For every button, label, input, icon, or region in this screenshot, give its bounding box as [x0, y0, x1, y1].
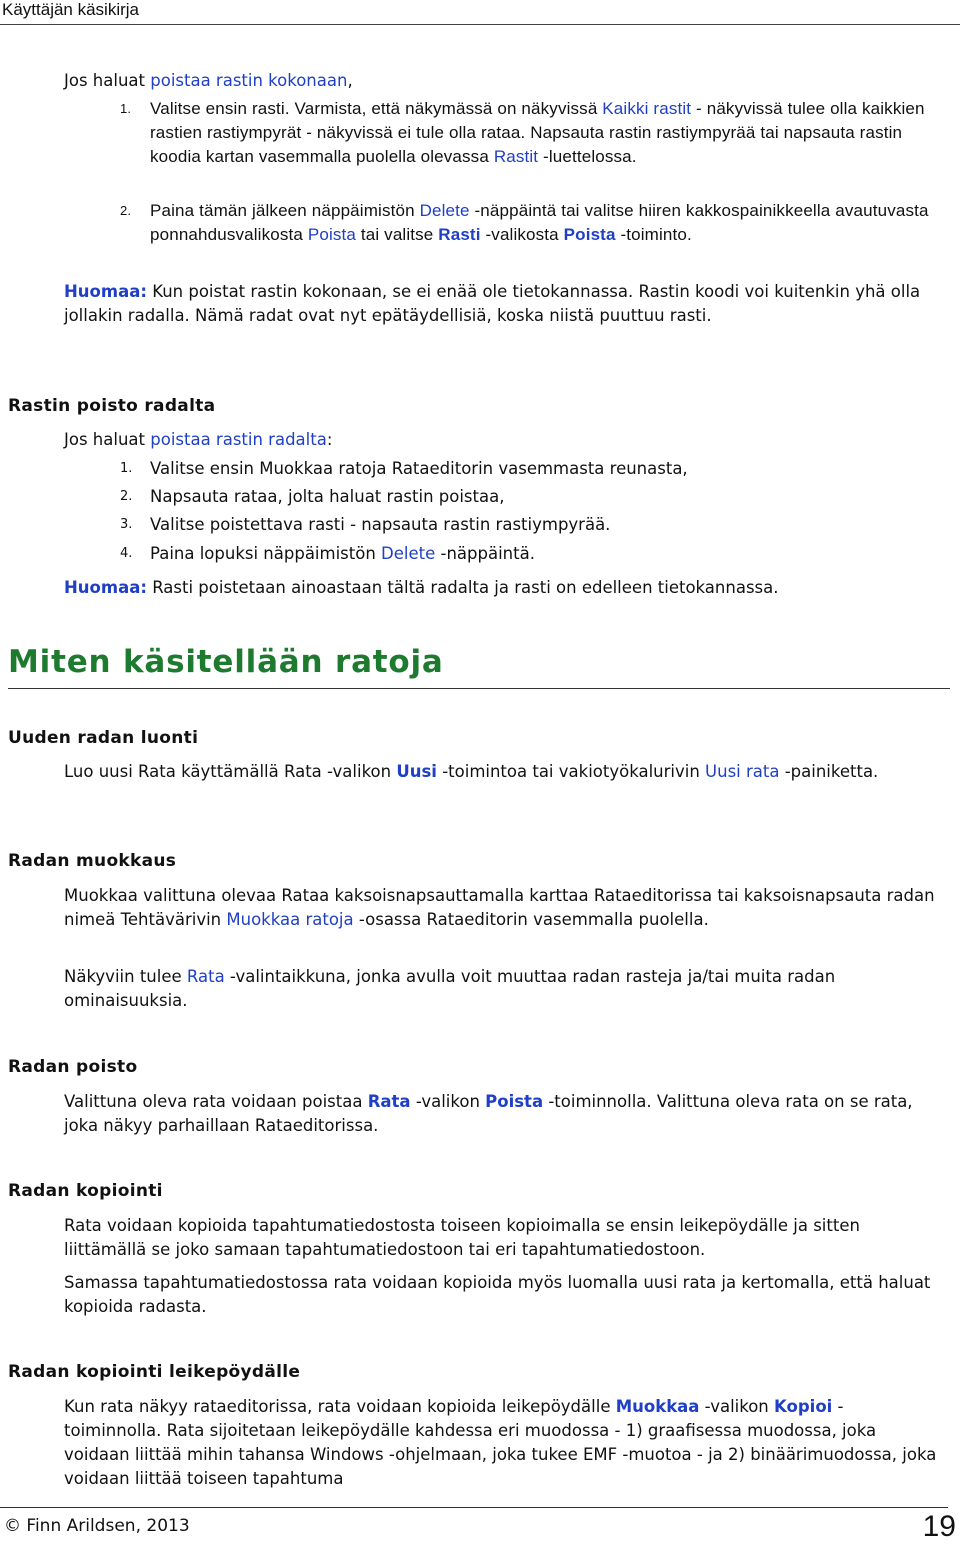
- list-number: 3.: [120, 517, 133, 532]
- section-heading-radan-muokkaus: Radan muokkaus: [8, 851, 177, 871]
- item-text: Paina lopuksi näppäimistön: [150, 544, 382, 563]
- muokkaa-ratoja-link[interactable]: Muokkaa ratoja: [226, 910, 354, 929]
- s3-paragraph: [64, 760, 938, 784]
- s6-paragraph-1: Rata voidaan kopioida tapahtumatiedostosta toiseen kopioimalla se ensin leikepöydälle ja sitten liittämällä se joko samaan tapahtumatiedostoon tai eri tapahtumatiedostoon.: [64, 1216, 860, 1259]
- kopioi-command-link[interactable]: Kopioi: [774, 1397, 833, 1416]
- muokkaa-menu-link[interactable]: Muokkaa: [615, 1397, 700, 1416]
- para-text: -toiminnolla. Rata sijoitetaan leikepöydälle kahdessa eri muodossa - 1) graafisessa muodossa, joka voidaan liittää mihin tahansa Windows -ohjelmaan, joka tukee EMF -muotoa - ja 2) binäärimuodossa, joka voidaan liittää toiseen tapahtuma: [64, 1397, 937, 1488]
- poista-command-link[interactable]: Poista: [485, 1092, 544, 1111]
- item-text: -toiminto.: [615, 225, 692, 244]
- delete-link[interactable]: Delete: [419, 201, 470, 220]
- s1-list-item-2: [64, 199, 938, 247]
- footer-copyright: © Finn Arildsen, 2013: [4, 1516, 190, 1536]
- item-text: -luettelossa.: [538, 147, 637, 166]
- para-text: -valintaikkuna, jonka avulla voit muuttaa radan rasteja ja/tai muita radan ominaisuuksia.: [64, 967, 836, 1010]
- para-text: Luo uusi Rata käyttämällä Rata -valikon: [64, 762, 397, 781]
- item-text: -näppäintä.: [435, 544, 535, 563]
- item-text: -näppäintä tai valitse hiiren kakkospainikkeella avautuvasta ponnahdusvalikosta: [150, 201, 929, 244]
- para-text: -toimintoa tai vakiotyökalurivin: [436, 762, 706, 781]
- para-text: -painiketta.: [779, 762, 879, 781]
- s2-list-item-4: [64, 542, 938, 566]
- note-text: Kun poistat rastin kokonaan, se ei enää ole tietokannassa. Rastin koodi voi kuitenkin yhä olla jollakin radalla. Nämä radat ovat nyt epätäydellisiä, koska niistä puuttuu rasti.: [64, 282, 921, 325]
- s4-paragraph-1: [64, 884, 938, 932]
- note-label: Huomaa:: [64, 282, 147, 301]
- s2-list-item-1: [64, 457, 938, 481]
- item-text: Valitse poistettava rasti - napsauta rastin rastiympyrää.: [150, 515, 611, 534]
- uusi-command-link[interactable]: Uusi: [396, 762, 437, 781]
- rata-dialog-link[interactable]: Rata: [186, 967, 225, 986]
- list-number: 4.: [120, 546, 133, 561]
- s7-paragraph: [64, 1395, 938, 1491]
- rasti-menu-link[interactable]: Rasti: [438, 225, 481, 244]
- item-text: Valitse ensin rasti. Varmista, että näkymässä on näkyvissä: [150, 99, 603, 118]
- para-text: Valittuna oleva rata voidaan poistaa: [64, 1092, 368, 1111]
- para-text: -valikon: [699, 1397, 775, 1416]
- running-header: [0, 0, 960, 26]
- para-text: -toiminnolla. Valittuna oleva rata on se rata, joka näkyy parhaillaan Rataeditorissa.: [64, 1092, 913, 1135]
- manual-title: Käyttäjän käsikirja: [2, 0, 140, 19]
- item-text: tai valitse: [356, 225, 439, 244]
- page-number: 19: [922, 1510, 956, 1543]
- s1-intro: [64, 69, 938, 93]
- poista-link[interactable]: Poista: [307, 225, 357, 244]
- s6-paragraph-2: Samassa tapahtumatiedostossa rata voidaan kopioida myös luomalla uusi rata ja kertomalla, että haluat kopioida radasta.: [64, 1273, 931, 1316]
- item-text: Paina tämän jälkeen näppäimistön: [150, 201, 420, 220]
- list-number: 2.: [120, 489, 133, 504]
- s1-intro-text: Jos haluat: [64, 71, 151, 90]
- item-text: Napsauta rataa, jolta haluat rastin poistaa,: [150, 487, 505, 506]
- s2-intro-link[interactable]: poistaa rastin radalta: [150, 430, 327, 449]
- section-heading-radan-kopiointi: Radan kopiointi: [8, 1181, 163, 1201]
- s2-list-item-3: [64, 513, 938, 537]
- item-text: - näkyvissä tulee olla kaikkien rastien rastiympyrät - näkyvissä ei tule olla rataa. Napsauta rastin rastiympyrää tai napsauta rastin koodia kartan vasemmalla puolella olevassa: [150, 99, 925, 166]
- chapter-title: Miten käsitellään ratoja: [8, 644, 950, 689]
- uusi-rata-link[interactable]: Uusi rata: [705, 762, 780, 781]
- s2-note: [64, 576, 938, 600]
- section-heading-radan-poisto: Radan poisto: [8, 1057, 138, 1077]
- s1-intro-punct: ,: [347, 71, 353, 90]
- s4-paragraph-2: [64, 965, 938, 1013]
- section-heading-rastin-poisto: Rastin poisto radalta: [8, 396, 216, 416]
- section-heading-radan-kopiointi-leikepoydalle: Radan kopiointi leikepöydälle: [8, 1362, 301, 1382]
- item-text: Valitse ensin Muokkaa ratoja Rataeditorin vasemmasta reunasta,: [150, 459, 688, 478]
- note-text: Rasti poistetaan ainoastaan tältä radalta ja rasti on edelleen tietokannassa.: [146, 578, 779, 597]
- list-number: 1.: [120, 101, 132, 116]
- s5-paragraph: [64, 1090, 938, 1138]
- para-text: Muokkaa valittuna olevaa Rataa kaksoisnapsauttamalla karttaa Rataeditorissa tai kaksoisnapsauta radan nimeä Tehtävärivin: [64, 886, 935, 929]
- para-text: Kun rata näkyy rataeditorissa, rata voidaan kopioida leikepöydälle: [64, 1397, 616, 1416]
- s2-intro: [64, 428, 938, 452]
- s2-list-item-2: [64, 485, 938, 509]
- delete-link[interactable]: Delete: [381, 544, 436, 563]
- poista-command-link[interactable]: Poista: [563, 225, 616, 244]
- s1-note: [64, 280, 938, 328]
- rata-menu-link[interactable]: Rata: [367, 1092, 411, 1111]
- para-text: Näkyviin tulee: [64, 967, 187, 986]
- kaikki-rastit-link[interactable]: Kaikki rastit: [602, 99, 692, 118]
- list-number: 2.: [120, 203, 132, 218]
- s1-list-item-1: [64, 97, 938, 169]
- s1-intro-link[interactable]: poistaa rastin kokonaan: [150, 71, 348, 90]
- item-text: -valikosta: [480, 225, 564, 244]
- section-heading-uuden-radan-luonti: Uuden radan luonti: [8, 728, 199, 748]
- s2-intro-text: Jos haluat: [64, 430, 151, 449]
- para-text: -osassa Rataeditorin vasemmalla puolella.: [353, 910, 709, 929]
- note-label: Huomaa:: [64, 578, 147, 597]
- list-number: 1.: [120, 461, 133, 476]
- para-text: -valikon: [410, 1092, 486, 1111]
- footer-divider: [0, 1507, 948, 1508]
- s2-intro-punct: :: [326, 430, 333, 449]
- rastit-link[interactable]: Rastit: [493, 147, 539, 166]
